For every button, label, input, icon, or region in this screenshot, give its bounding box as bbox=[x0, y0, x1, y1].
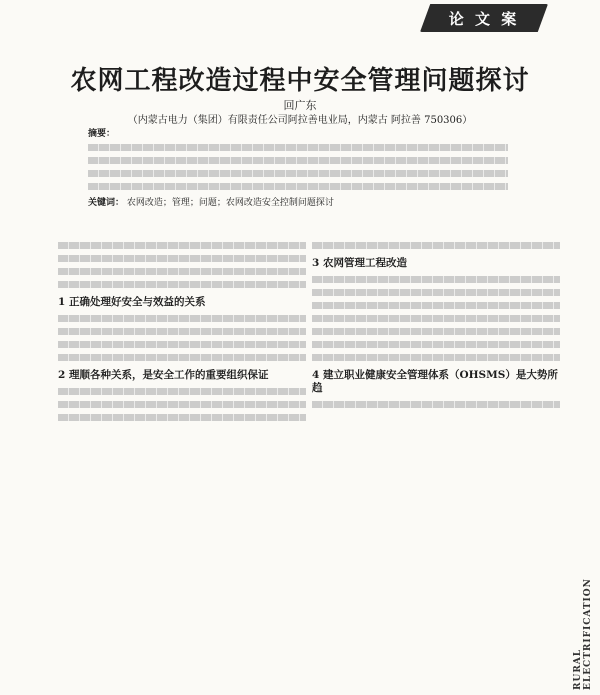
section-2-placeholder-2 bbox=[58, 401, 306, 408]
section-2-placeholder-3 bbox=[58, 414, 306, 421]
section-1-placeholder-4 bbox=[58, 354, 306, 361]
section-3-heading: 3 农网管理工程改造 bbox=[312, 257, 407, 269]
right-column-placeholder-1 bbox=[312, 242, 560, 249]
abstract-placeholder-1 bbox=[88, 144, 508, 151]
abstract-label: 摘要： bbox=[88, 129, 116, 139]
section-3-placeholder-3 bbox=[312, 302, 560, 309]
section-4-heading: 4 建立职业健康安全管理体系（OHSMS）是大势所趋 bbox=[312, 369, 558, 394]
section-2-placeholder-1 bbox=[58, 388, 306, 395]
section-1-placeholder-3 bbox=[58, 341, 306, 348]
section-3-placeholder-5 bbox=[312, 328, 560, 335]
section-1-heading: 1 正确处理好安全与效益的关系 bbox=[58, 296, 206, 308]
section-3-placeholder-4 bbox=[312, 315, 560, 322]
side-label bbox=[573, 540, 593, 690]
right-column bbox=[312, 238, 560, 414]
keywords-line bbox=[88, 196, 508, 210]
keywords-label: 关键词： bbox=[88, 198, 125, 208]
section-3-placeholder-6 bbox=[312, 341, 560, 348]
category-banner bbox=[420, 4, 548, 32]
abstract-block bbox=[88, 127, 508, 210]
abstract-placeholder-4 bbox=[88, 183, 508, 190]
section-3-placeholder-2 bbox=[312, 289, 560, 296]
keywords-text: 农网改造；管理；问题；农网改造安全控制问题探讨 bbox=[126, 198, 334, 208]
paper-title: 农网工程改造过程中安全管理问题探讨 bbox=[70, 66, 530, 96]
intro-placeholder-3 bbox=[58, 268, 306, 275]
section-3-placeholder-1 bbox=[312, 276, 560, 283]
paper-affiliation: （内蒙古电力（集团）有限责任公司阿拉善电业局，内蒙古 阿拉善 750306） bbox=[127, 115, 473, 126]
section-1-placeholder-1 bbox=[58, 315, 306, 322]
abstract-line bbox=[88, 127, 508, 141]
abstract-placeholder-3 bbox=[88, 170, 508, 177]
left-column bbox=[58, 238, 306, 427]
paper-author: 回广东 bbox=[283, 99, 317, 112]
banner-label: 论 文 案 bbox=[448, 9, 520, 28]
section-4-placeholder-1 bbox=[312, 401, 560, 408]
side-label-text: RURAL ELECTRIFICATION bbox=[573, 578, 593, 690]
section-2-heading: 2 理顺各种关系，是安全工作的重要组织保证 bbox=[58, 369, 269, 381]
abstract-placeholder-2 bbox=[88, 157, 508, 164]
section-1-placeholder-2 bbox=[58, 328, 306, 335]
section-3-placeholder-7 bbox=[312, 354, 560, 361]
intro-placeholder-4 bbox=[58, 281, 306, 288]
intro-placeholder-1 bbox=[58, 242, 306, 249]
intro-placeholder-2 bbox=[58, 255, 306, 262]
